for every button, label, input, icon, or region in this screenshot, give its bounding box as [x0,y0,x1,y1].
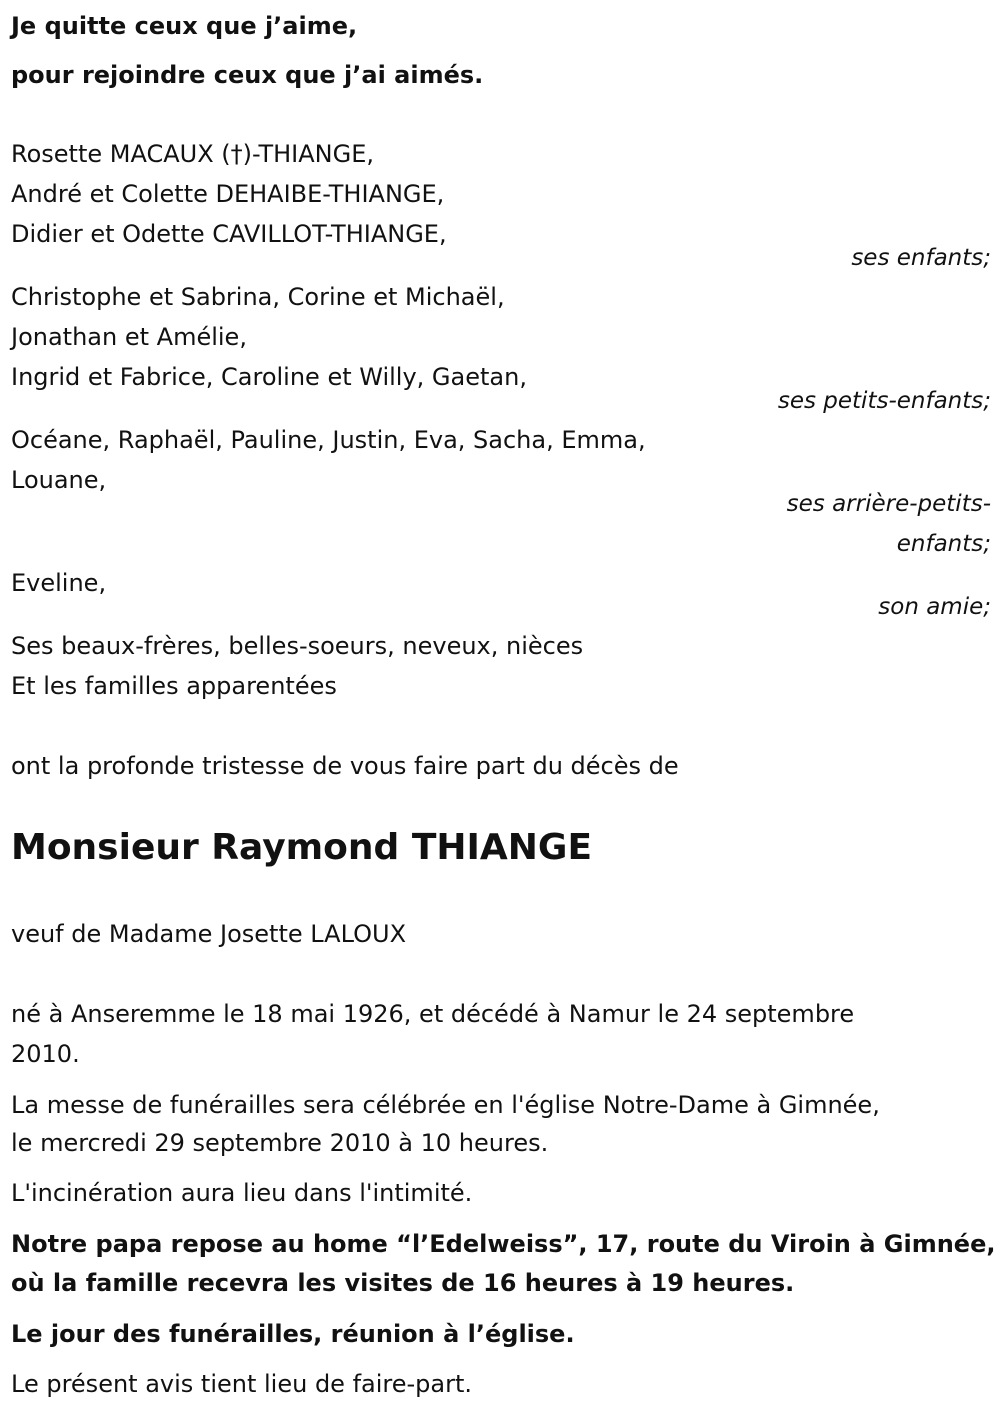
friend-role: son amie; [878,594,991,620]
quote-line-2: pour rejoindre ceux que j’ai aimés. [11,61,484,89]
grandchild-line-3: Ingrid et Fabrice, Caroline et Willy, Gaetan, [11,363,527,391]
cremation-line: L'incinération aura lieu dans l'intimité. [11,1179,473,1207]
grandchildren-role: ses petits-enfants; [777,388,991,414]
great-grandchildren-role-2: enfants; [896,531,991,557]
birth-death-line-1: né à Anseremme le 18 mai 1926, et décédé à Namur le 24 septembre [11,1000,855,1028]
family-line-1: Ses beaux-frères, belles-soeurs, neveux, nièces [11,632,584,660]
visits-line-2: où la famille recevra les visites de 16 heures à 19 heures. [11,1269,795,1297]
deceased-name: Monsieur Raymond THIANGE [11,827,593,868]
birth-death-line-2: 2010. [11,1040,80,1068]
grandchild-line-1: Christophe et Sabrina, Corine et Michaël, [11,283,505,311]
mass-line-1: La messe de funérailles sera célébrée en l'église Notre-Dame à Gimnée, [11,1091,880,1119]
visits-line-1: Notre papa repose au home “l’Edelweiss”, 17, route du Viroin à Gimnée, [11,1230,996,1258]
quote-line-1: Je quitte ceux que j’aime, [11,12,358,40]
widower-line: veuf de Madame Josette LALOUX [11,920,407,948]
mass-line-2: le mercredi 29 septembre 2010 à 10 heures. [11,1129,549,1157]
grandchild-line-2: Jonathan et Amélie, [11,323,247,351]
announcement: ont la profonde tristesse de vous faire part du décès de [11,752,679,780]
great-grandchild-line-1: Océane, Raphaël, Pauline, Justin, Eva, Sacha, Emma, [11,426,646,454]
gathering-line: Le jour des funérailles, réunion à l’église. [11,1320,575,1348]
family-line-2: Et les familles apparentées [11,672,337,700]
great-grandchildren-role-1: ses arrière-petits- [786,491,991,517]
child-line-1: Rosette MACAUX (†)-THIANGE, [11,140,375,168]
great-grandchild-line-2: Louane, [11,466,107,494]
closing-line: Le présent avis tient lieu de faire-part. [11,1370,473,1398]
children-role: ses enfants; [851,245,991,271]
friend-line: Eveline, [11,569,107,597]
child-line-2: André et Colette DEHAIBE-THIANGE, [11,180,445,208]
child-line-3: Didier et Odette CAVILLOT-THIANGE, [11,220,447,248]
